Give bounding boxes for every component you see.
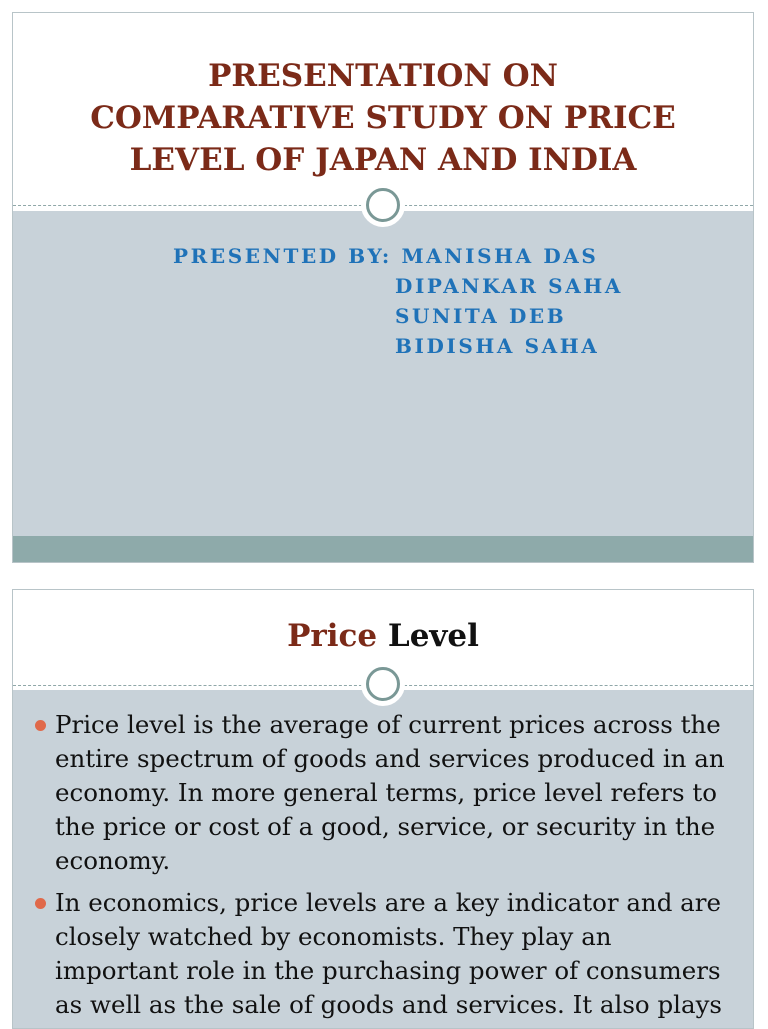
presentation-title — [33, 55, 733, 181]
list-item — [33, 886, 725, 1022]
bullet-text: Price level is the average of current prices across the entire spectrum of goods and services produced in an economy. In more general terms, price level refers to the price or cost of a good, service, or security in the economy. — [55, 710, 725, 875]
list-item — [33, 708, 725, 878]
slide-title-header — [13, 13, 753, 203]
presenters-block — [173, 241, 623, 361]
title-line-1: PRESENTATION ON — [208, 58, 558, 94]
heading-word-2: Level — [387, 618, 479, 654]
presenter-name: DIPANKAR SAHA — [395, 274, 623, 298]
presenter-name: MANISHA DAS — [401, 244, 599, 268]
heading-word-1: Price — [287, 618, 378, 654]
title-line-3: LEVEL OF JAPAN AND INDIA — [129, 142, 637, 178]
circle-ornament-icon — [361, 662, 405, 706]
circle-ornament-icon — [361, 183, 405, 227]
slide-heading — [13, 616, 753, 656]
slide-price-level — [12, 589, 754, 1029]
presenter-name: BIDISHA SAHA — [395, 334, 600, 358]
presented-by-label: PRESENTED BY: — [173, 244, 392, 268]
bullet-dot-icon — [35, 898, 46, 909]
bullet-list — [33, 708, 725, 1029]
presenter-name: SUNITA DEB — [395, 304, 567, 328]
slide-title — [12, 12, 754, 563]
title-line-2: COMPARATIVE STUDY ON PRICE — [90, 100, 676, 136]
bullet-dot-icon — [35, 720, 46, 731]
footer-band — [13, 536, 753, 562]
bullet-text: In economics, price levels are a key indicator and are closely watched by economists. They play an important role in the purchasing power of consumers as well as the sale of goods and services. It also plays — [55, 888, 723, 1019]
